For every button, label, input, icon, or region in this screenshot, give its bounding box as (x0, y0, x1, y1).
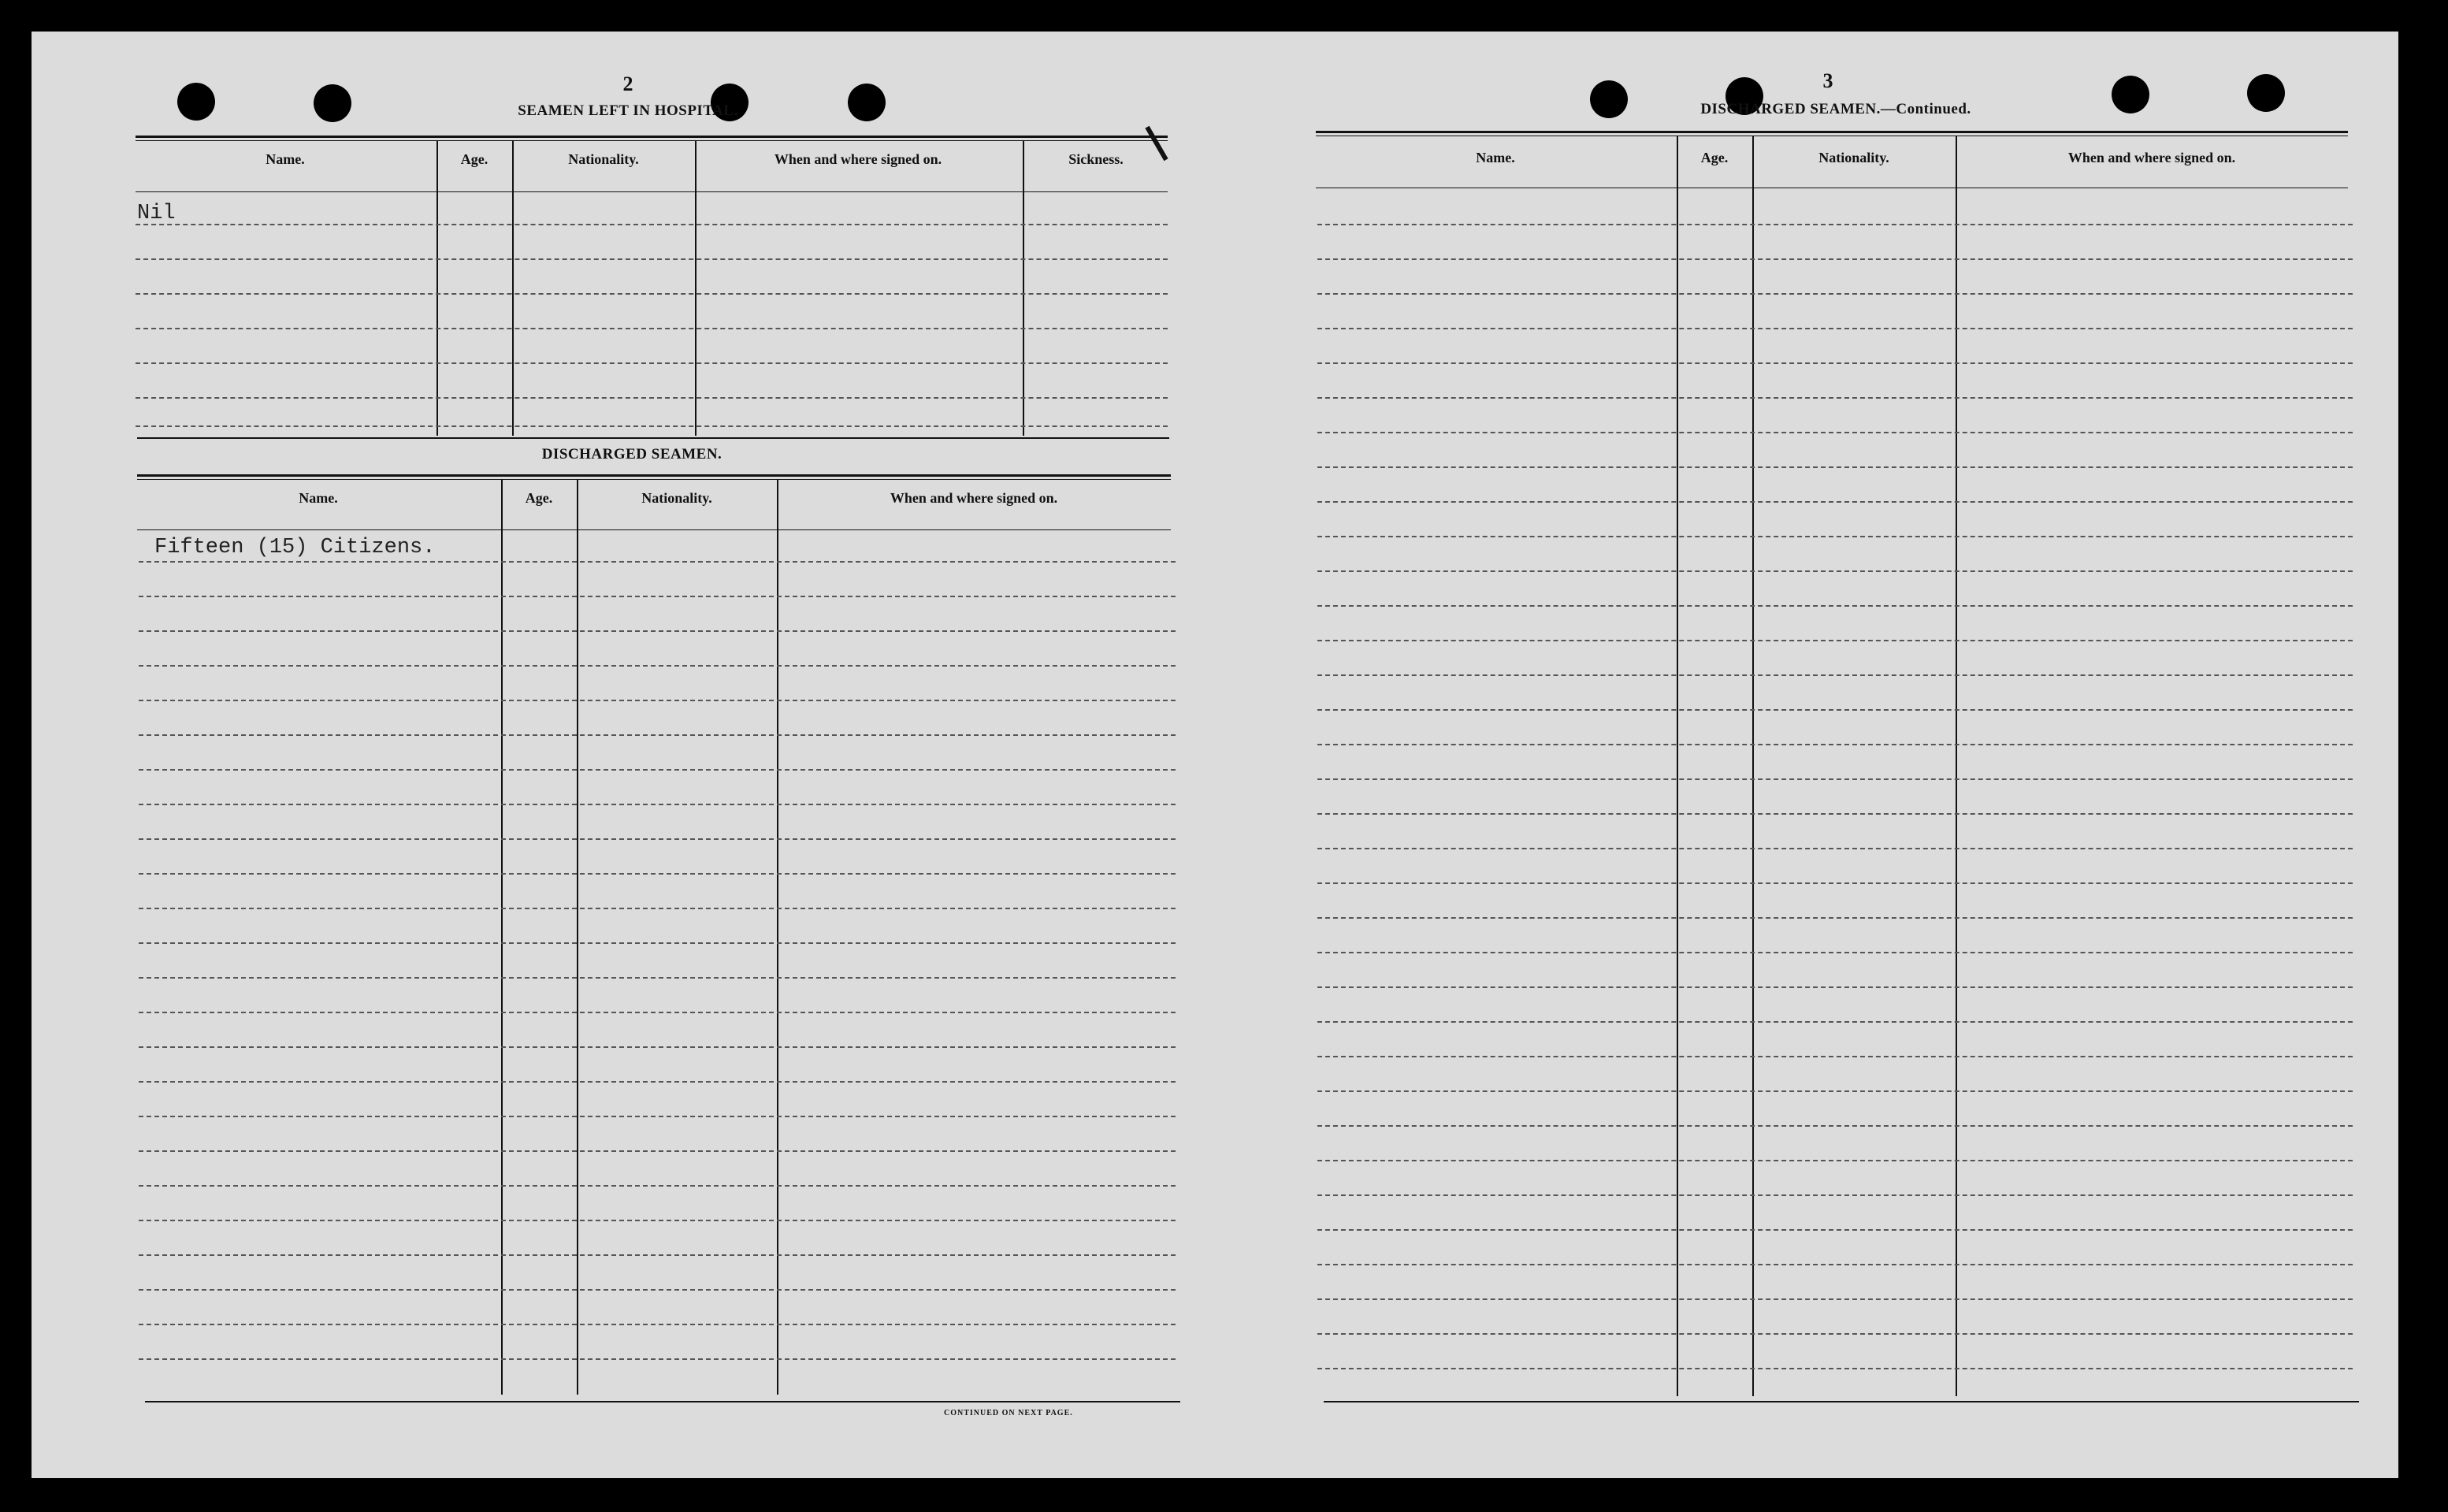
header-underline (137, 529, 1171, 530)
col-header-name: Name. (266, 151, 305, 167)
entry-line (139, 1116, 1176, 1117)
entry-line (136, 293, 1168, 295)
entry-line (1317, 744, 2353, 745)
header-underline (136, 191, 1168, 192)
column-divider (777, 479, 778, 1395)
entry-line (1317, 1056, 2353, 1057)
entry-line (1317, 397, 2353, 399)
document-paper (32, 32, 2398, 1478)
entry-line (136, 258, 1168, 260)
entry-line (1317, 952, 2353, 953)
hospital-entry: Nil (137, 202, 176, 225)
column-divider (1956, 136, 1957, 1396)
entry-line (139, 873, 1176, 875)
entry-line (1317, 1368, 2353, 1369)
entry-line (1317, 1194, 2353, 1196)
entry-line (139, 665, 1176, 667)
punch-hole (848, 84, 886, 121)
entry-line (139, 1012, 1176, 1013)
continued-note: CONTINUED ON NEXT PAGE. (944, 1409, 1073, 1417)
discharged-entry: Fifteen (15) Citizens. (154, 536, 436, 559)
header-rule (136, 136, 1168, 141)
entry-line (1317, 328, 2353, 329)
entry-line (139, 1324, 1176, 1325)
entry-line (1317, 813, 2353, 815)
column-divider (501, 479, 503, 1395)
entry-line (1317, 605, 2353, 607)
entry-line (1317, 709, 2353, 711)
entry-line (1317, 1090, 2353, 1092)
entry-line (1317, 224, 2353, 225)
discharged-continued-title: DISCHARGED SEAMEN.—Continued. (1700, 101, 1971, 117)
col-header-name: Name. (1476, 150, 1515, 165)
punch-hole (2247, 74, 2285, 112)
page-number: 3 (1822, 69, 1833, 92)
punch-hole (2112, 76, 2149, 113)
column-divider (577, 479, 578, 1395)
hospital-section-title: SEAMEN LEFT IN HOSPITAL. (518, 102, 738, 119)
col-header-nationality: Nationality. (568, 151, 639, 167)
entry-line (1317, 536, 2353, 537)
entry-line (139, 700, 1176, 701)
entry-line (139, 1254, 1176, 1256)
entry-line (1317, 1021, 2353, 1023)
entry-line (136, 224, 1168, 225)
entry-line (136, 362, 1168, 364)
col-header-name: Name. (299, 490, 338, 506)
entry-line (1317, 674, 2353, 676)
column-divider (512, 140, 514, 436)
entry-line (1317, 258, 2353, 260)
entry-line (139, 596, 1176, 597)
entry-line (136, 425, 1168, 427)
entry-line (139, 1150, 1176, 1152)
punch-hole (314, 84, 351, 122)
bottom-rule (1324, 1401, 2359, 1402)
entry-line (139, 769, 1176, 771)
entry-line (1317, 501, 2353, 503)
entry-line (136, 397, 1168, 399)
discharged-section-title: DISCHARGED SEAMEN. (541, 446, 723, 463)
col-header-sickness: Sickness. (1068, 151, 1124, 167)
entry-line (1317, 1160, 2353, 1161)
punch-hole (177, 83, 215, 121)
entry-line (1317, 1264, 2353, 1265)
entry-line (139, 630, 1176, 632)
col-header-nationality: Nationality. (641, 490, 712, 506)
entry-line (1317, 432, 2353, 433)
entry-line (1317, 1229, 2353, 1231)
entry-line (1317, 293, 2353, 295)
entry-line (1317, 1333, 2353, 1335)
entry-line (1317, 882, 2353, 884)
header-rule (1316, 131, 2348, 136)
entry-line (1317, 917, 2353, 919)
entry-line (1317, 848, 2353, 849)
col-header-signed-on: When and where signed on. (2067, 150, 2236, 165)
column-divider (436, 140, 438, 436)
entry-line (139, 1289, 1176, 1291)
column-divider (1752, 136, 1754, 1396)
column-divider (695, 140, 697, 436)
entry-line (139, 838, 1176, 840)
entry-line (1317, 986, 2353, 988)
entry-line (139, 1185, 1176, 1187)
entry-line (1317, 778, 2353, 780)
entry-line (139, 1046, 1176, 1048)
entry-line (139, 977, 1176, 979)
entry-line (139, 734, 1176, 736)
entry-line (1317, 466, 2353, 468)
entry-line (1317, 1298, 2353, 1300)
header-rule (137, 474, 1171, 480)
entry-line (136, 328, 1168, 329)
entry-line (139, 1081, 1176, 1083)
col-header-age: Age. (1700, 150, 1729, 165)
entry-line (139, 908, 1176, 909)
entry-line (1317, 640, 2353, 641)
entry-line (139, 561, 1176, 563)
col-header-signed-on: When and where signed on. (890, 490, 1058, 506)
entry-line (139, 804, 1176, 805)
entry-line (139, 1220, 1176, 1221)
column-divider (1023, 140, 1024, 436)
col-header-signed-on: When and where signed on. (774, 151, 942, 167)
entry-line (1317, 362, 2353, 364)
col-header-age: Age. (460, 151, 488, 167)
entry-line (139, 1358, 1176, 1360)
entry-line (1317, 1125, 2353, 1127)
col-header-age: Age. (525, 490, 553, 506)
entry-line (139, 942, 1176, 944)
bottom-rule (145, 1401, 1180, 1402)
entry-line (1317, 570, 2353, 572)
page-number: 2 (622, 72, 633, 95)
col-header-nationality: Nationality. (1818, 150, 1889, 165)
section-rule (137, 437, 1169, 439)
column-divider (1677, 136, 1678, 1396)
